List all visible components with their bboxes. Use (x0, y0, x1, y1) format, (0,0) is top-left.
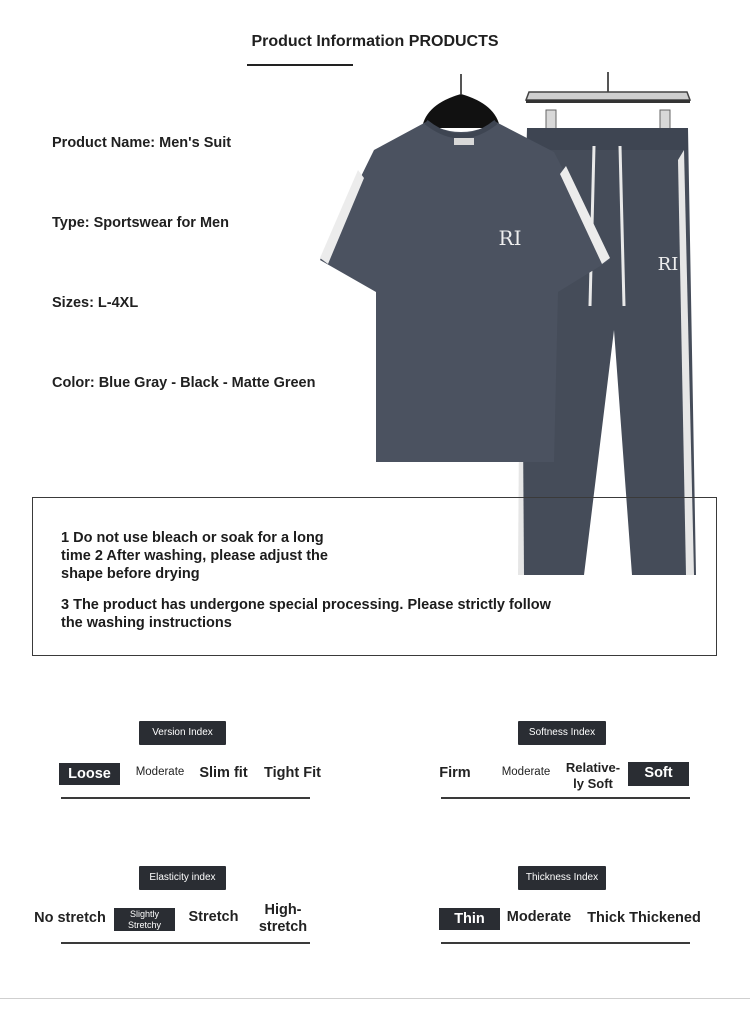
thickness-scale-line (441, 942, 690, 944)
option-line: Slightly (129, 909, 159, 919)
elasticity-option-slightly-stretchy (114, 908, 175, 931)
care-line: the washing instructions (61, 615, 232, 631)
svg-text:RI: RI (498, 226, 522, 250)
option-line: stretch (258, 919, 308, 935)
elasticity-option-high-stretch (252, 902, 314, 936)
care-line: 3 The product has undergone special processing. Please strictly follow (61, 597, 551, 613)
version-option-moderate: Moderate (135, 766, 185, 778)
elasticity-option-no-stretch: No stretch (34, 910, 106, 926)
thickness-option-thick: Thick Thickened (587, 910, 701, 926)
svg-text:RI: RI (657, 254, 679, 275)
care-line: time 2 After washing, please adjust the (61, 548, 328, 564)
version-option-tight-fit: Tight Fit (264, 765, 321, 781)
thickness-option-thin: Thin (439, 908, 500, 930)
care-line: shape before drying (61, 566, 200, 582)
product-color: Color: Blue Gray - Black - Matte Green (52, 375, 316, 391)
softness-option-firm: Firm (439, 765, 471, 781)
product-type: Type: Sportswear for Men (52, 215, 229, 231)
option-line: High- (264, 902, 302, 918)
version-index-badge: Version Index (139, 721, 226, 745)
softness-option-soft: Soft (628, 762, 689, 786)
thickness-index-badge: Thickness Index (518, 866, 606, 890)
softness-option-relatively-soft (562, 760, 624, 792)
product-name: Product Name: Men's Suit (52, 135, 232, 151)
option-line: ly Soft (573, 776, 613, 791)
title-underline (247, 64, 353, 66)
thickness-option-moderate: Moderate (506, 909, 572, 925)
elasticity-scale-line (61, 942, 310, 944)
elasticity-index-badge: Elasticity index (139, 866, 226, 890)
bottom-divider (0, 998, 750, 999)
product-sizes: Sizes: L-4XL (52, 295, 139, 311)
version-option-loose: Loose (59, 763, 120, 785)
softness-option-moderate: Moderate (501, 766, 551, 778)
care-text-2 (61, 596, 551, 632)
shirt-hanger (422, 74, 500, 128)
option-line: Relative- (565, 760, 621, 775)
version-option-slim-fit: Slim fit (199, 765, 248, 781)
pants-hanger (526, 72, 690, 136)
page-title: Product Information PRODUCTS (251, 33, 499, 50)
care-line: 1 Do not use bleach or soak for a long (61, 530, 324, 546)
softness-scale-line (441, 797, 690, 799)
elasticity-option-stretch: Stretch (188, 909, 239, 925)
care-text-1 (61, 529, 328, 583)
version-scale-line (61, 797, 310, 799)
softness-index-badge: Softness Index (518, 721, 606, 745)
option-line: Stretchy (127, 920, 161, 930)
